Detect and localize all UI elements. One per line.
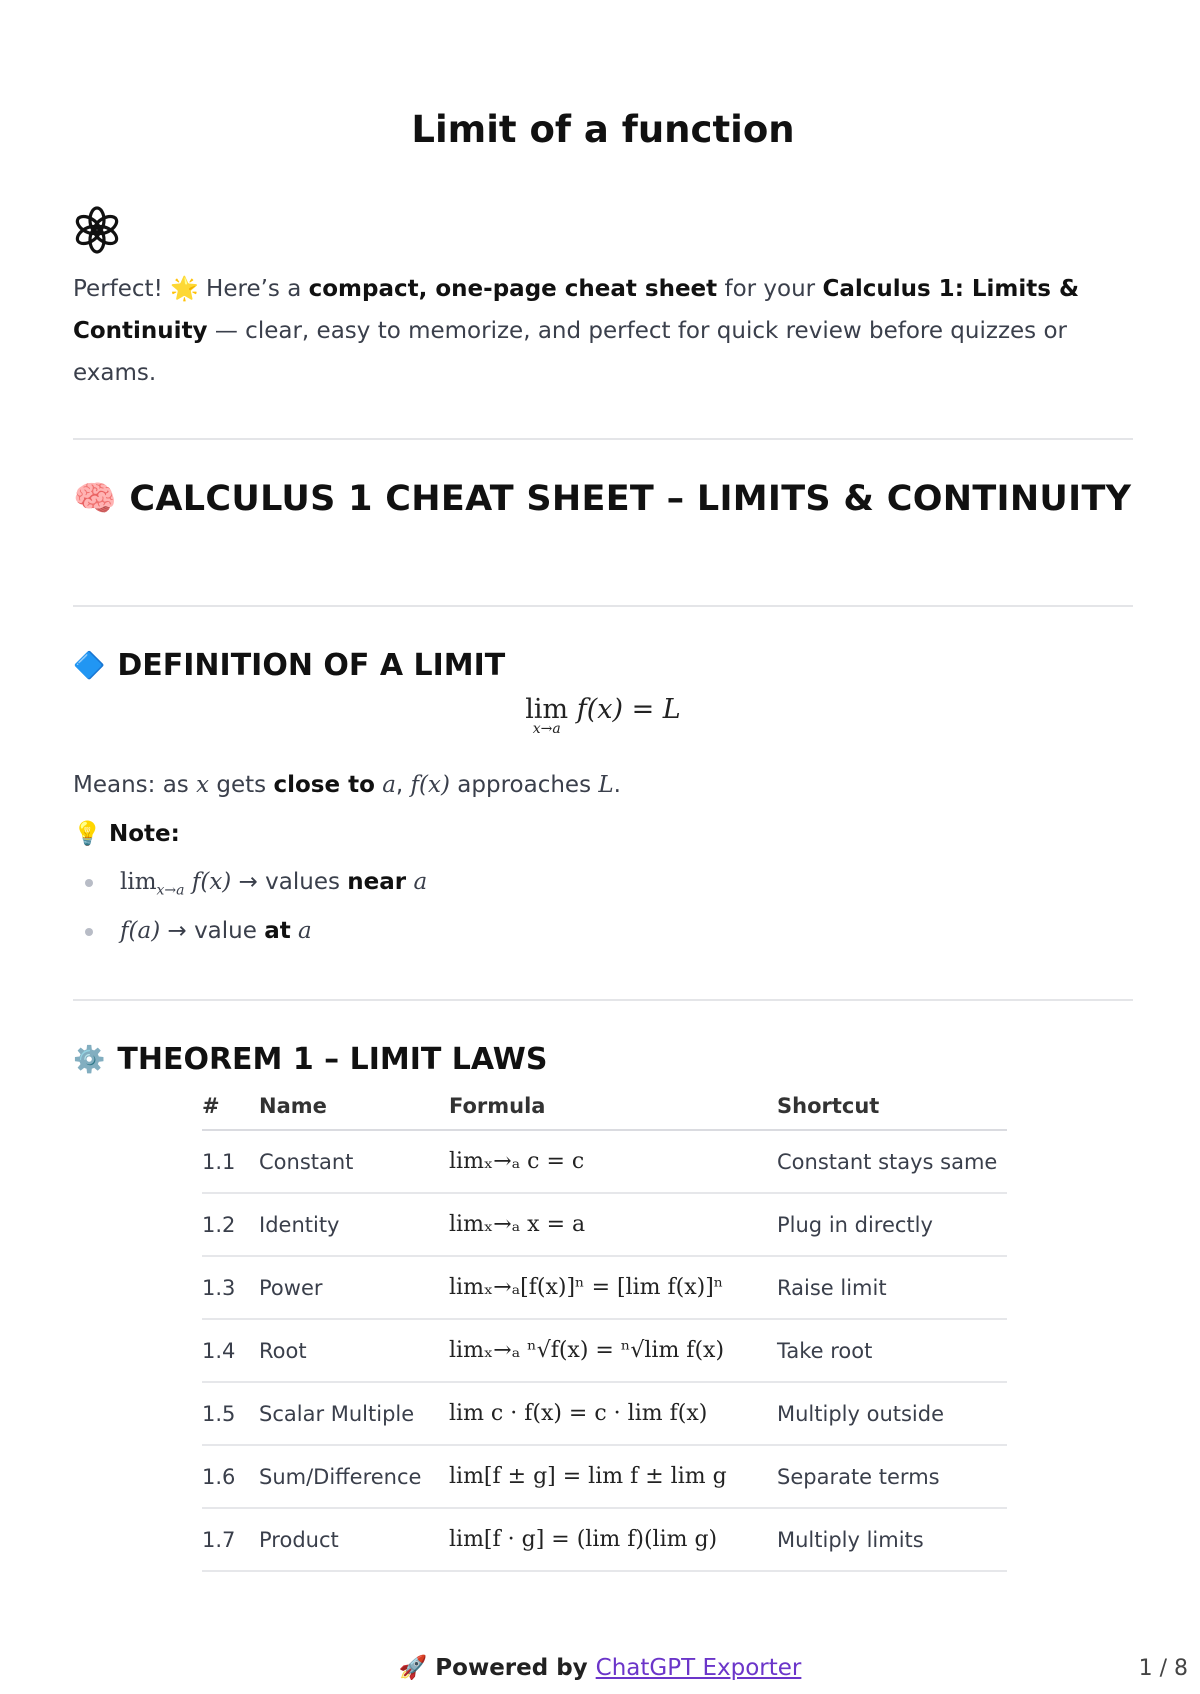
table-cell: Take root (777, 1319, 1007, 1382)
table-row (202, 1445, 1007, 1508)
theorem-heading: ⚙️ THEOREM 1 – LIMIT LAWS (73, 1042, 548, 1077)
table-cell: Multiply limits (777, 1508, 1007, 1571)
table-cell: 1.5 (202, 1382, 259, 1445)
formula-cell: lim c · f(x) = c · lim f(x) (449, 1382, 777, 1445)
table-row (202, 1193, 1007, 1256)
note-label: 💡 Note: (73, 821, 180, 847)
gear-icon: ⚙️ (73, 1044, 106, 1075)
table-cell: Identity (259, 1193, 449, 1256)
table-row (202, 1130, 1007, 1193)
definition-heading: 🔷 DEFINITION OF A LIMIT (73, 648, 506, 683)
limit-laws-table (202, 1083, 1007, 1572)
chatgpt-exporter-link[interactable]: ChatGPT Exporter (595, 1655, 802, 1681)
table-cell: 1.7 (202, 1508, 259, 1571)
table-cell: Constant stays same (777, 1130, 1007, 1193)
blue-diamond-icon: 🔷 (73, 650, 106, 681)
lightbulb-icon: 💡 (73, 821, 102, 847)
table-row (202, 1319, 1007, 1382)
table-row (202, 1508, 1007, 1571)
column-header: Shortcut (777, 1083, 1007, 1130)
list-item: f(a) → value at a (73, 911, 427, 960)
table-cell: Root (259, 1319, 449, 1382)
footer: 🚀 Powered by ChatGPT Exporter (398, 1655, 802, 1681)
table-cell: 1.1 (202, 1130, 259, 1193)
table-cell: Separate terms (777, 1445, 1007, 1508)
divider (73, 438, 1133, 440)
column-header: # (202, 1083, 259, 1130)
table-row (202, 1256, 1007, 1319)
formula-cell: limₓ→ₐ c = c (449, 1130, 777, 1193)
list-item: $\lim_{x\to a} f(x)$ → values near a (73, 862, 427, 911)
table-cell: 1.2 (202, 1193, 259, 1256)
formula-cell: limₓ→ₐ ⁿ√f(x) = ⁿ√lim f(x) (449, 1319, 777, 1382)
formula-cell: limₓ→ₐ[f(x)]ⁿ = [lim f(x)]ⁿ (449, 1256, 777, 1319)
table-cell: 1.4 (202, 1319, 259, 1382)
column-header: Formula (449, 1083, 777, 1130)
main-heading: 🧠 CALCULUS 1 CHEAT SHEET – LIMITS & CONTINUITY (73, 479, 1132, 519)
divider (73, 605, 1133, 607)
formula-cell: lim[f ± g] = lim f ± lim g (449, 1445, 777, 1508)
table-cell: Scalar Multiple (259, 1382, 449, 1445)
table-cell: 1.3 (202, 1256, 259, 1319)
chatgpt-logo-icon (73, 206, 121, 254)
note-list (73, 862, 427, 960)
intro-paragraph: Perfect! 🌟 Here’s a compact, one-page cheat sheet for your Calculus 1: Limits & Continuity — clear, easy to memorize, and perfect for quick review before quizzes or exams. (73, 268, 1133, 394)
brain-icon: 🧠 (73, 479, 117, 519)
star-icon: 🌟 (170, 276, 199, 302)
table-cell: Raise limit (777, 1256, 1007, 1319)
table-cell: 1.6 (202, 1445, 259, 1508)
rocket-icon: 🚀 (398, 1655, 428, 1681)
page-indicator: 1 / 8 (1138, 1656, 1188, 1681)
column-header: Name (259, 1083, 449, 1130)
table-cell: Multiply outside (777, 1382, 1007, 1445)
document-title: Limit of a function (411, 108, 795, 151)
table-cell: Plug in directly (777, 1193, 1007, 1256)
formula-cell: lim[f · g] = (lim f)(lim g) (449, 1508, 777, 1571)
definition-meaning: Means: as x gets close to a, f(x) approaches L. (73, 772, 621, 798)
table-cell: Sum/Difference (259, 1445, 449, 1508)
divider (73, 999, 1133, 1001)
table-header-row (202, 1083, 1007, 1130)
table-row (202, 1382, 1007, 1445)
table-cell: Power (259, 1256, 449, 1319)
table-cell: Product (259, 1508, 449, 1571)
formula-cell: limₓ→ₐ x = a (449, 1193, 777, 1256)
table-cell: Constant (259, 1130, 449, 1193)
limit-definition-formula: lim x→a f(x) = L (525, 694, 681, 737)
